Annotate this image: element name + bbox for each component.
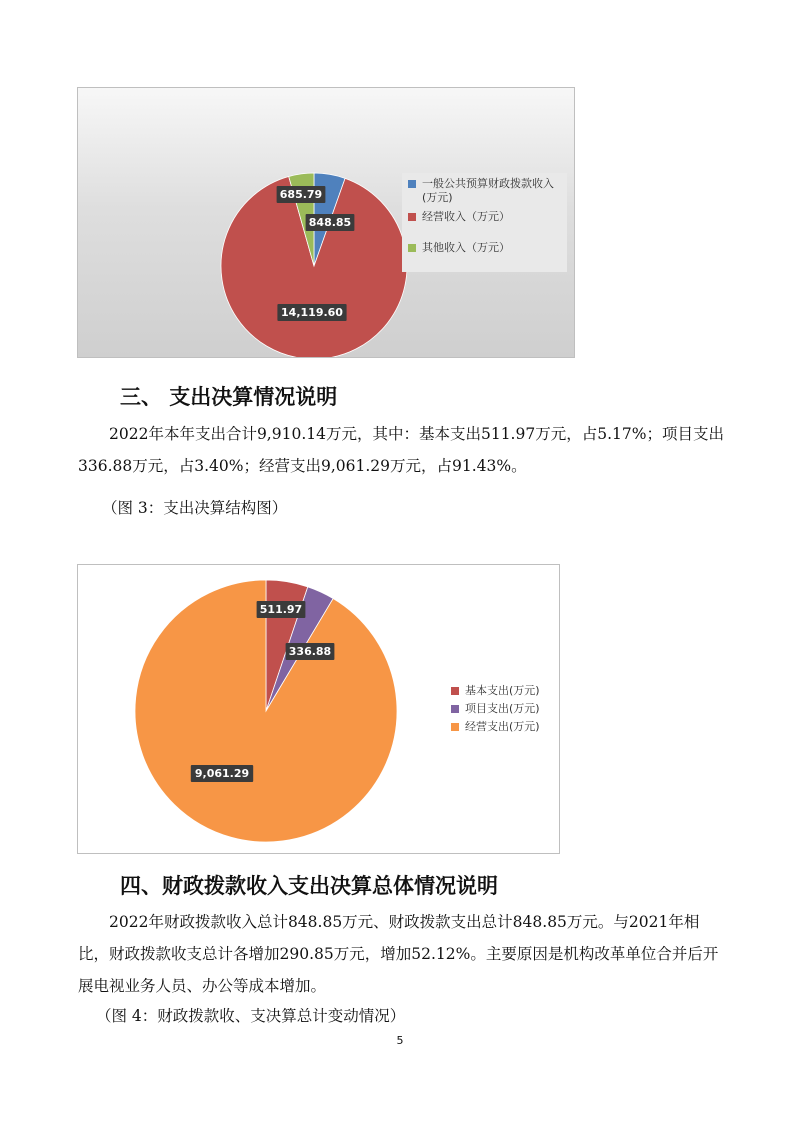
legend-item-fiscal-income <box>408 177 554 205</box>
svg-text:336.88: 336.88 <box>288 645 332 658</box>
legend-label: 经营收入（万元） <box>422 210 510 223</box>
legend-swatch-blue <box>408 180 416 188</box>
section-4-title: 四、财政拨款收入支出决算总体情况说明 <box>120 874 498 898</box>
legend-swatch-purple <box>451 705 459 713</box>
legend-item-project <box>451 702 540 716</box>
data-label <box>257 601 306 618</box>
section-3-paragraph: 2022年本年支出合计9,910.14万元，其中：基本支出511.97万元，占5.17%；项目支出336.88万元，占3.40%；经营支出9,061.29万元，占91.43%。 <box>78 425 724 475</box>
legend-item-business <box>451 720 540 734</box>
legend-label-unit: (万元) <box>422 191 453 204</box>
figure-3-caption: （图 3：支出决算结构图） <box>102 499 288 517</box>
svg-text:14,119.60: 14,119.60 <box>281 306 343 319</box>
income-chart-legend <box>402 173 567 272</box>
section-3-title: 三、 支出决算情况说明 <box>120 385 338 409</box>
data-label <box>191 765 253 782</box>
page-number: 5 <box>396 1034 404 1047</box>
legend-swatch-red <box>408 213 416 221</box>
data-label <box>277 186 326 203</box>
figure-4-caption: （图 4：财政拨款收、支决算总计变动情况） <box>96 1007 406 1025</box>
legend-swatch-red <box>451 687 459 695</box>
pie-slice <box>135 580 397 842</box>
legend-item-basic <box>451 684 540 698</box>
legend-label: 基本支出(万元) <box>465 684 540 697</box>
legend-label: 其他收入（万元） <box>422 241 510 254</box>
section-4-paragraph: 2022年财政拨款收入总计848.85万元、财政拨款支出总计848.85万元。与2021年相比，财政拨款收支总计各增加290.85万元，增加52.12%。主要原因是机构改革单位合并后开展电视业务人员、办公等成本增加。 <box>78 913 719 995</box>
legend-swatch-orange <box>451 723 459 731</box>
legend-label: 项目支出(万元) <box>465 702 540 715</box>
legend-swatch-green <box>408 244 416 252</box>
data-label <box>277 304 346 321</box>
legend-item-other-income <box>408 241 510 255</box>
svg-text:511.97: 511.97 <box>259 603 303 616</box>
expenditure-chart-legend <box>445 680 560 744</box>
svg-text:9,061.29: 9,061.29 <box>194 767 250 780</box>
data-label <box>286 643 335 660</box>
legend-label: 一般公共预算财政拨款收入 <box>422 177 554 190</box>
legend-item-business-income <box>408 210 510 224</box>
svg-text:685.79: 685.79 <box>279 188 323 201</box>
data-label <box>306 214 355 231</box>
svg-text:848.85: 848.85 <box>308 216 352 229</box>
legend-label: 经营支出(万元) <box>465 720 540 733</box>
